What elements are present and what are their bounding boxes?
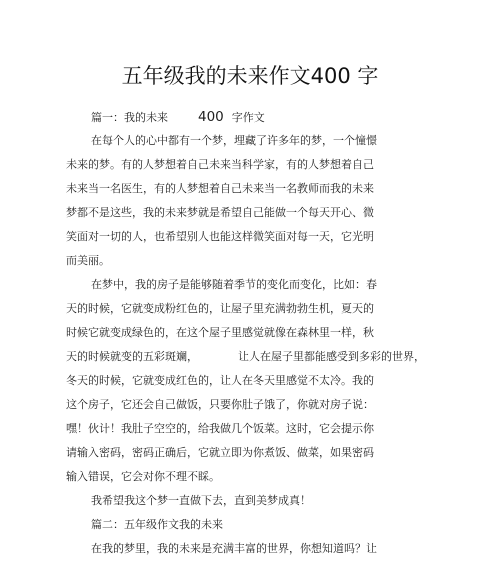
paragraph-line: 冬天的时候，它就变成红色的，让人在冬天里感觉不太冷。我的: [66, 374, 374, 387]
paragraph-line-part: 天的时候就变的五彩斑斓，: [66, 350, 198, 363]
paragraph-line: 在梦中，我的房子是能够随着季节的变化而变化，比如：春: [91, 278, 377, 291]
section-heading-number: 400: [198, 109, 224, 125]
page-title: 五年级我的未来作文400 字: [121, 64, 379, 88]
section-heading-1: [91, 110, 265, 125]
paragraph-line: 梦都不是这些，我的未来梦就是希望自己能做一个每天开心、微: [66, 206, 374, 219]
paragraph-line: 天的时候，它就变成粉红色的，让屋子里充满勃勃生机，夏天的: [66, 302, 374, 315]
section-heading-2: 篇二：五年级作文我的未来: [91, 518, 223, 531]
paragraph-line-part: 让人在屋子里都能感受到多彩的世界，: [238, 350, 425, 363]
paragraph-line: 时候它就变成绿色的，在这个屋子里感觉就像在森林里一样，秋: [66, 326, 374, 339]
paragraph-line: 未来当一名医生，有的人梦想着自己未来当一名教师而我的未来: [66, 182, 374, 195]
paragraph-line: 这个房子，它还会自己做饭，只要你肚子饿了，你就对房子说：: [66, 398, 374, 411]
paragraph-line-split: [66, 350, 425, 364]
paragraph-line: 在每个人的心中都有一个梦，埋藏了许多年的梦，一个憧憬: [91, 134, 377, 147]
paragraph-line: 未来的梦。有的人梦想着自己未来当科学家，有的人梦想着自己: [66, 158, 374, 171]
section-heading-suffix: 字作文: [231, 111, 265, 124]
section-heading-prefix: 篇一：我的未来: [91, 111, 168, 124]
paragraph-line: 笑面对一切的人，也希望别人也能这样微笑面对每一天，它光明: [66, 230, 374, 243]
paragraph-line: 请输入密码，密码正确后，它就立即为你煮饭、做菜，如果密码: [66, 446, 374, 459]
paragraph-line: 而美丽。: [66, 254, 110, 267]
paragraph-line: 嘿！伙计！我肚子空空的，给我做几个饭菜。这时，它会提示你: [66, 422, 374, 435]
paragraph-line: 输入错误，它会对你不理不睬。: [66, 470, 220, 483]
paragraph-line: 在我的梦里，我的未来是充满丰富的世界，你想知道吗？让: [91, 542, 377, 555]
paragraph-line: 我希望我这个梦一直做下去，直到美梦成真！: [91, 494, 311, 507]
